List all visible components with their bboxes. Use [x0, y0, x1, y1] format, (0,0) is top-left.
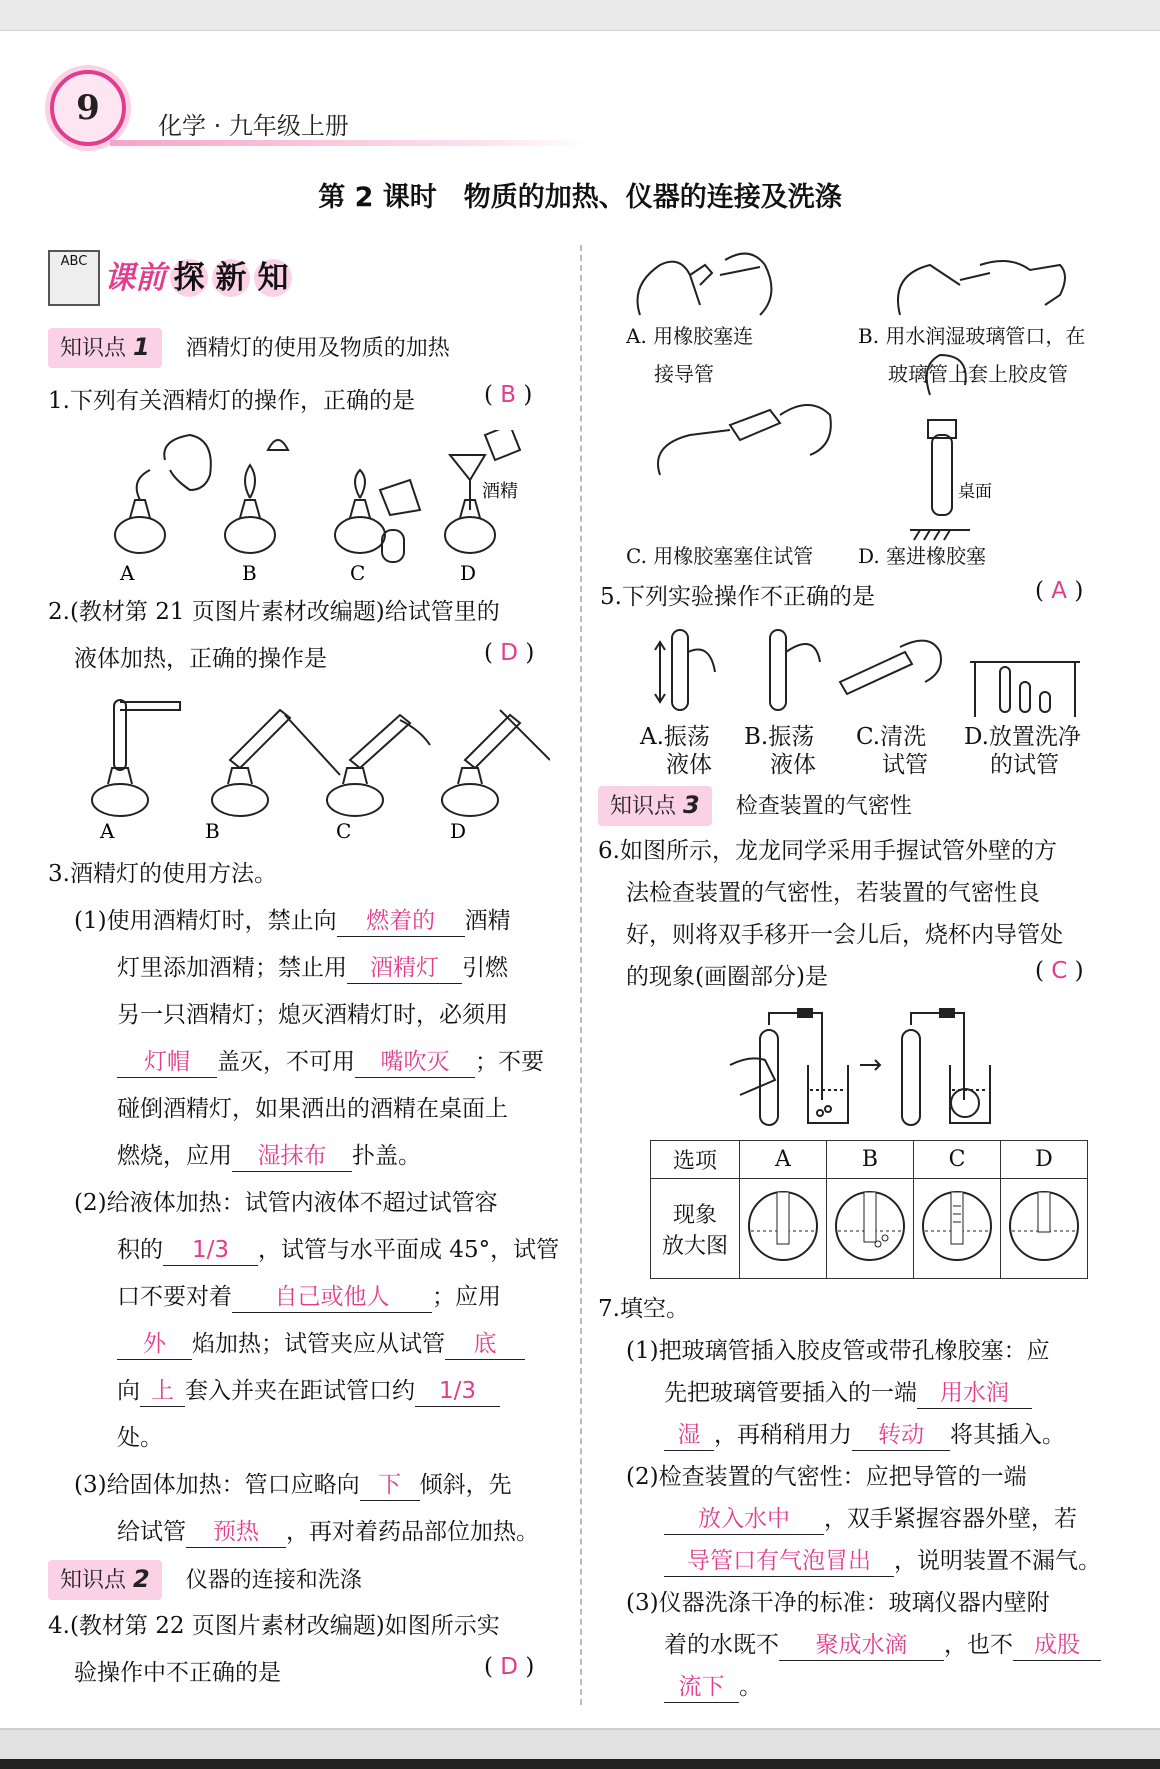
test-tube-operations-figure: [640, 622, 1100, 722]
fig2-label-b: B: [205, 819, 220, 840]
column-divider: [580, 245, 582, 1705]
page-number: 9: [76, 88, 100, 128]
question-7-title: 7.填空。: [598, 1296, 689, 1322]
blank-7: 自己或他人: [232, 1282, 432, 1313]
blank-2: 酒精灯: [347, 953, 462, 984]
fig4-caption-d: D. 塞进橡胶塞: [858, 544, 987, 568]
airtightness-check-figure: [720, 1005, 1020, 1130]
apparatus-connection-figure: [630, 245, 1110, 575]
table-header-option: 选项: [651, 1141, 740, 1179]
fig1-label-c: C: [350, 561, 366, 580]
fig1-label-b: B: [242, 561, 257, 580]
question-2-line2: 液体加热，正确的操作是: [74, 646, 327, 672]
fig4-caption-b2: 玻璃管上套上胶皮管: [888, 362, 1068, 386]
blank-10: 上: [140, 1376, 185, 1407]
table-header-c: C: [914, 1141, 1001, 1179]
question-6-line3: 好，则将双手移开一会儿后，烧杯内导管处: [626, 922, 1063, 948]
test-tube-heating-figure: [80, 690, 550, 840]
q3-p2-line2: 积的 1/3 ，试管与水平面成 45°，试管: [117, 1231, 559, 1266]
q7-p1-line2: 先把玻璃管要插入的一端 用水润: [664, 1374, 1032, 1409]
blank-3: 灯帽: [117, 1047, 217, 1078]
q3-p2-line1: (2)给液体加热：试管内液体不超过试管容: [74, 1190, 498, 1216]
q3-p1-line2: 灯里添加酒精；禁止用 酒精灯 引燃: [117, 949, 508, 984]
knowledge-point-1: 知识点 1 酒精灯的使用及物质的加热: [48, 328, 450, 366]
blank-q7-1b: 湿: [664, 1420, 714, 1451]
options-table: [650, 1140, 1088, 1279]
desk-label: 桌面: [958, 482, 992, 502]
question-6-line2: 法检查装置的气密性，若装置的气密性良: [626, 880, 1040, 906]
q7-p3-line1: (3)仪器洗涤干净的标准：玻璃仪器内壁附: [626, 1590, 1050, 1616]
fig5-caption-d2: 的试管: [990, 752, 1059, 778]
table-row-label: 现象 放大图: [651, 1179, 740, 1279]
fig5-caption-a1: A.振荡: [640, 724, 710, 750]
blank-4: 嘴吹灭: [355, 1047, 475, 1078]
q7-p2-line2: 放入水中 ，双手紧握容器外壁，若: [664, 1500, 1077, 1535]
page-number-badge: [50, 70, 126, 146]
q3-p1-line4: 灯帽 盖灭，不可用 嘴吹灭 ；不要: [117, 1043, 544, 1078]
blank-q7-4: 导管口有气泡冒出: [664, 1546, 894, 1577]
fig2-label-c: C: [336, 819, 352, 840]
q7-p2-line1: (2)检查装置的气密性：应把导管的一端: [626, 1464, 1027, 1490]
q3-p1-line6: 燃烧，应用 湿抹布 扑盖。: [117, 1137, 421, 1172]
answer-2: ( D ): [484, 640, 535, 666]
question-1: 1.下列有关酒精灯的操作，正确的是: [48, 388, 415, 414]
blank-6: 1/3: [163, 1235, 258, 1266]
blank-13: 预热: [186, 1517, 286, 1548]
fig4-caption-a2: 接导管: [654, 362, 714, 386]
q3-p3-line2: 给试管 预热 ，再对着药品部位加热。: [117, 1513, 539, 1548]
q3-p2-line6: 处。: [117, 1425, 163, 1451]
blank-q7-2: 转动: [852, 1420, 950, 1451]
fig5-caption-d1: D.放置洗净: [964, 724, 1081, 750]
blank-q7-5: 聚成水滴: [779, 1630, 944, 1661]
question-5: 5.下列实验操作不正确的是: [600, 584, 875, 610]
fig5-caption-b2: 液体: [770, 752, 816, 778]
fig2-label-d: D: [450, 819, 467, 840]
book-title: 化学 · 九年级上册: [158, 112, 349, 140]
book-icon: ABC: [48, 250, 100, 306]
fig5-caption-c2: 试管: [882, 752, 928, 778]
fig1-alcohol-label: 酒精: [482, 481, 518, 502]
q7-p2-line3: 导管口有气泡冒出 ，说明装置不漏气。: [664, 1542, 1101, 1577]
fig4-caption-c: C. 用橡胶塞塞住试管: [626, 544, 814, 568]
q7-p1-line1: (1)把玻璃管插入胶皮管或带孔橡胶塞：应: [626, 1338, 1050, 1364]
q7-p3-line3: 流下 。: [664, 1668, 762, 1703]
answer-1: ( B ): [484, 382, 533, 408]
question-4-line1: 4.(教材第 22 页图片素材改编题)如图所示实: [48, 1613, 500, 1639]
fig5-caption-c1: C.清洗: [856, 724, 927, 750]
blank-1: 燃着的: [337, 906, 465, 937]
knowledge-point-2: 知识点 2 仪器的连接和洗涤: [48, 1560, 362, 1598]
bottom-bar: [0, 1728, 1160, 1769]
question-3-title: 3.酒精灯的使用方法。: [48, 861, 277, 887]
header-underline: [110, 140, 590, 146]
blank-9: 底: [445, 1329, 525, 1360]
fig2-label-a: A: [100, 819, 115, 840]
q3-p2-line3: 口不要对着 自己或他人 ；应用: [117, 1278, 501, 1313]
table-header-a: A: [740, 1141, 827, 1179]
question-6-line1: 6.如图所示，龙龙同学采用手握试管外壁的方: [598, 838, 1057, 864]
blank-12: 下: [360, 1470, 420, 1501]
q3-p2-line5: 向 上 套入并夹在距试管口约 1/3: [117, 1372, 500, 1407]
fig5-caption-b1: B.振荡: [744, 724, 815, 750]
alcohol-lamp-figure: [110, 430, 540, 580]
fig4-caption-a1: A. 用橡胶塞连: [626, 324, 754, 348]
top-bar: [0, 0, 1160, 31]
fig5-caption-a2: 液体: [666, 752, 712, 778]
answer-6: ( C ): [1035, 958, 1084, 984]
option-b-image: [827, 1179, 914, 1279]
option-a-image: [740, 1179, 827, 1279]
question-6-line4: 的现象(画圈部分)是: [626, 964, 828, 990]
question-4-line2: 验操作中不正确的是: [74, 1660, 281, 1686]
blank-8: 外: [117, 1329, 192, 1360]
blank-q7-3: 放入水中: [664, 1504, 824, 1535]
question-2-line1: 2.(教材第 21 页图片素材改编题)给试管里的: [48, 599, 500, 625]
fig1-label-a: A: [120, 561, 135, 580]
answer-4: ( D ): [484, 1654, 535, 1680]
q3-p3-line1: (3)给固体加热：管口应略向 下 倾斜，先: [74, 1466, 512, 1501]
section-title: 课前 探 新 知: [104, 252, 292, 297]
blank-5: 湿抹布: [232, 1141, 352, 1172]
q3-p1-line1: (1)使用酒精灯时，禁止向 燃着的 酒精: [74, 902, 511, 937]
option-d-image: [1001, 1179, 1088, 1279]
fig1-label-d: D: [460, 561, 477, 580]
table-header-d: D: [1001, 1141, 1088, 1179]
q7-p1-line3: 湿 ，再稍稍用力 转动 将其插入。: [664, 1416, 1065, 1451]
blank-11: 1/3: [415, 1376, 500, 1407]
answer-5: ( A ): [1035, 578, 1084, 604]
q7-p3-line2: 着的水既不 聚成水滴 ，也不 成股: [664, 1626, 1101, 1661]
blank-q7-1a: 用水润: [917, 1378, 1032, 1409]
blank-q7-6a: 成股: [1013, 1630, 1101, 1661]
knowledge-point-3: 知识点 3 检查装置的气密性: [598, 786, 912, 824]
blank-q7-6b: 流下: [664, 1672, 739, 1703]
table-header-b: B: [827, 1141, 914, 1179]
lesson-title: 第 2 课时 物质的加热、仪器的连接及洗涤: [318, 182, 842, 213]
page-header: [40, 48, 1110, 158]
q3-p1-line5: 碰倒酒精灯，如果洒出的酒精在桌面上: [117, 1096, 508, 1122]
q3-p1-line3: 另一只酒精灯；熄灭酒精灯时，必须用: [117, 1002, 508, 1028]
fig4-caption-b1: B. 用水润湿玻璃管口，在: [858, 324, 1086, 348]
option-c-image: [914, 1179, 1001, 1279]
q3-p2-line4: 外 焰加热；试管夹应从试管 底: [117, 1325, 525, 1360]
